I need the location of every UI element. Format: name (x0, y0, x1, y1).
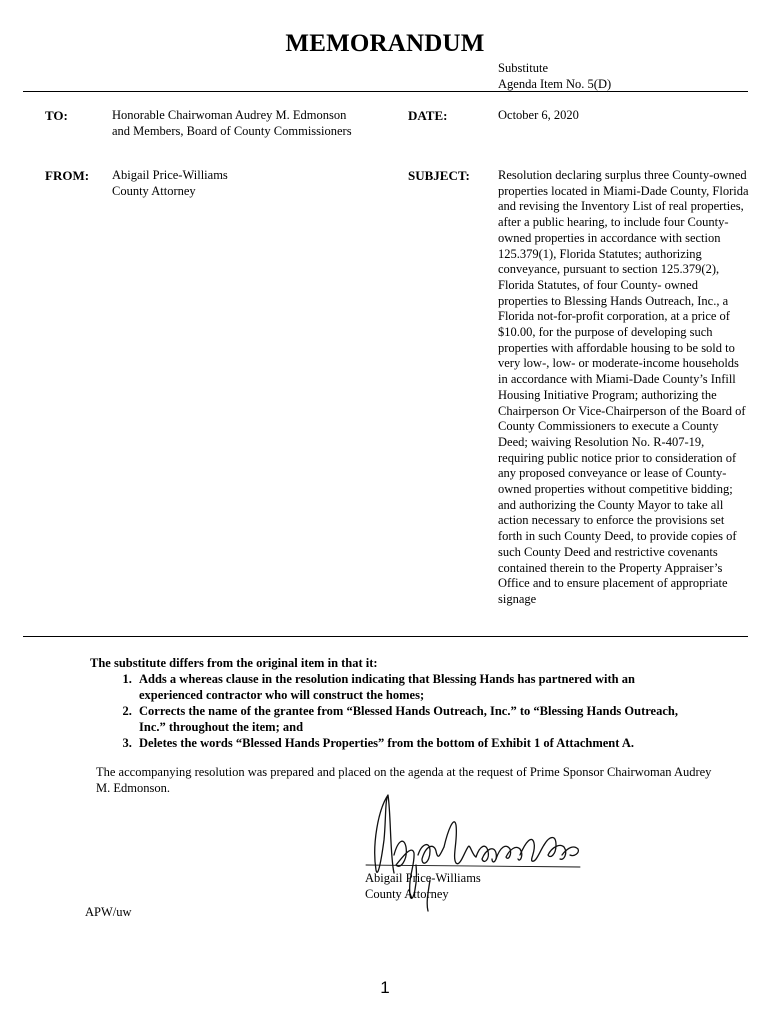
to-label: TO: (45, 108, 68, 123)
differences-intro: The substitute differs from the original item in that it: (90, 656, 378, 670)
signature-block (365, 870, 481, 902)
from-sender (112, 168, 228, 199)
from-line-2: County Attorney (112, 183, 196, 198)
differences-section (90, 655, 690, 751)
from-line-1: Abigail Price-Williams (112, 168, 228, 182)
agenda-item-block (498, 60, 611, 92)
top-divider (23, 91, 748, 92)
difference-item: 3. Deletes the words “Blessed Hands Properties” from the bottom of Exhibit 1 of Attachment A. (135, 735, 690, 751)
signatory-name: Abigail Price-Williams (365, 871, 481, 885)
agenda-item-number: Agenda Item No. 5(D) (498, 77, 612, 91)
typist-initials: APW/uw (85, 905, 132, 919)
date-label: DATE: (408, 108, 448, 123)
body-paragraph: The accompanying resolution was prepared and placed on the agenda at the request of Prime Sponsor Chairwoman Audrey M. Edmonson. (96, 765, 712, 795)
page-number: 1 (380, 978, 390, 997)
difference-item: 2. Corrects the name of the grantee from “Blessed Hands Outreach, Inc.” to “Blessing Hands Outreach, Inc.” throughout the item; and (135, 703, 690, 735)
memo-title: MEMORANDUM (285, 30, 485, 57)
from-label: FROM: (45, 168, 90, 183)
date-value: October 6, 2020 (498, 108, 579, 122)
differences-list (90, 671, 690, 751)
to-line-2: and Members, Board of County Commissioners (112, 123, 352, 138)
subject-label: SUBJECT: (408, 168, 470, 183)
signatory-title: County Attorney (365, 887, 449, 901)
to-line-1: Honorable Chairwoman Audrey M. Edmonson (112, 108, 347, 122)
substitute-label: Substitute (498, 61, 549, 75)
to-recipients (112, 108, 352, 139)
subject-text: Resolution declaring surplus three County-owned properties located in Miami-Dade County, Florida and revising the Inventory List of real properties, after a public hearing, to include four County-owned properties in accordance with section 125.379(1), Florida Statutes; authorizing conveyance, pursuant to section 125.379(2), Florida Statutes, of four County- owned properties to Blessing Hands Outreach, Inc., a Florida not-for-profit corporation, at a price of $10.00, for the purpose of developing such properties with affordable housing to be sold to very low-, low- or moderate-income households in accordance with Miami-Dade County’s Infill Housing Initiative Program; authorizing the Chairperson Or Vice-Chairperson of the Board of County Commissioners to execute a County Deed; waiving Resolution No. R-407-19, requiring public notice prior to consideration of any proposed conveyance or lease of County-owned properties without competitive bidding; and authorizing the County Mayor to take all action necessary to enforce the provisions set forth in such County Deed, to provide copies of such County Deed and restrictive covenants contained therein to the Property Appraiser’s Office and to ensure placement of appropriate signage (498, 168, 749, 606)
difference-item: 1. Adds a whereas clause in the resolution indicating that Blessing Hands has partnered with an experienced contractor who will construct the homes; (135, 671, 690, 703)
bottom-divider (23, 636, 748, 637)
